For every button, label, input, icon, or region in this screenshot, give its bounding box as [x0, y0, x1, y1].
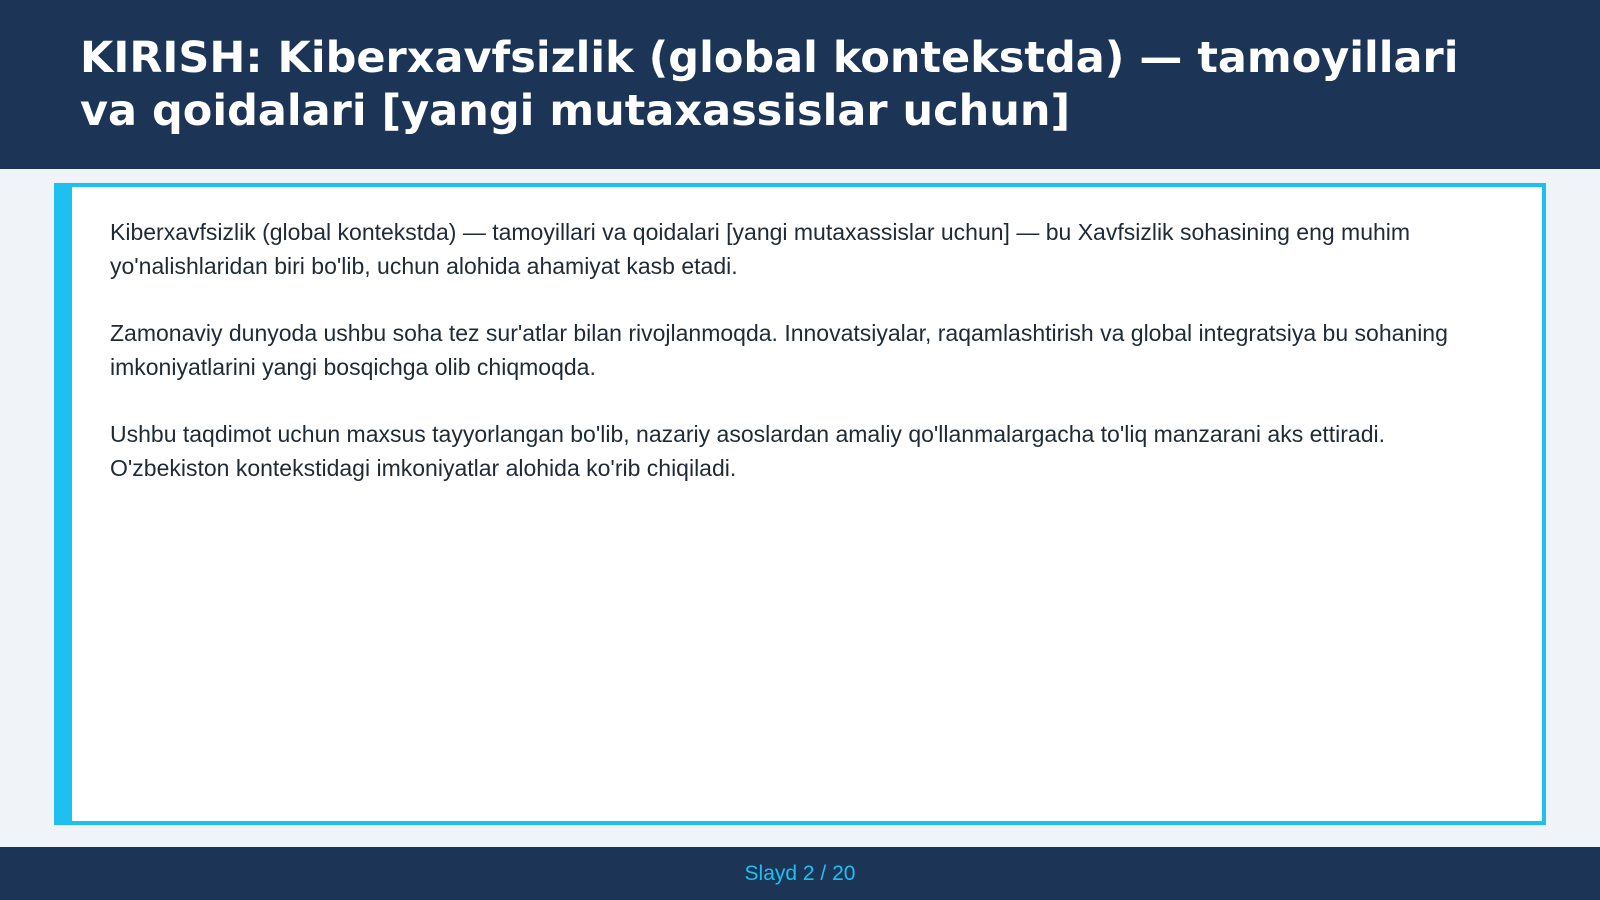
modern-world-paragraph: Zamonaviy dunyoda ushbu soha tez sur'atlar bilan rivojlanmoqda. Innovatsiyalar, raqamlashtirish va global integratsiya bu sohaning imkoniyatlarini yangi bosqichga olib chiqmoqda.	[110, 320, 1448, 380]
slide-header	[0, 0, 1600, 169]
slide-number: Slayd 2 / 20	[744, 861, 856, 885]
slide-footer	[0, 847, 1600, 900]
content-card	[54, 183, 1546, 825]
presentation-purpose-paragraph: Ushbu taqdimot uchun maxsus tayyorlangan bo'lib, nazariy asoslardan amaliy qo'llanmalargacha to'liq manzarani aks ettiradi. O'zbekiston kontekstidagi imkoniyatlar alohida ko'rib chiqiladi.	[110, 421, 1386, 481]
slide-title: KIRISH: Kiberxavfsizlik (global kontekstda) — tamoyillari va qoidalari [yangi mutaxassislar uchun]	[80, 33, 1459, 136]
intro-paragraph: Kiberxavfsizlik (global kontekstda) — tamoyillari va qoidalari [yangi mutaxassislar uchun] — bu Xavfsizlik sohasining eng muhim yo'nalishlaridan biri bo'lib, uchun alohida ahamiyat kasb etadi.	[110, 219, 1411, 279]
